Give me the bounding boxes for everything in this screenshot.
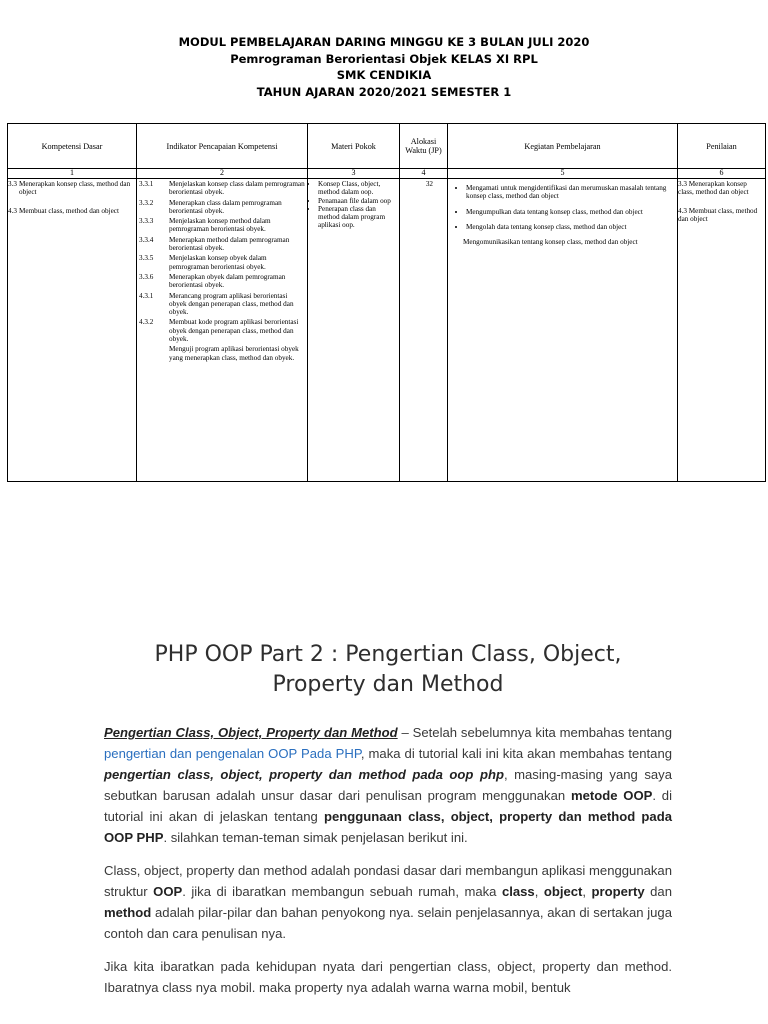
indikator-item: 4.3.1 Merancang program aplikasi berorientasi obyek dengan penerapan class, method dan obyek. — [139, 291, 294, 317]
kegiatan-extra: Mengomunikasikan tentang konsep class, method dan object — [463, 238, 638, 247]
indikator-item: 3.3.4 Menerapkan method dalam pemrograman berorientasi obyek. — [139, 235, 290, 253]
waktu-cell: 32 — [400, 179, 448, 482]
col-header-waktu: Alokasi Waktu (JP) — [400, 124, 448, 169]
indikator-item: 3.3.1 Menjelaskan konsep class dalam pemrograman berorientasi obyek. — [139, 180, 305, 197]
indikator-item: 4.3.2 Membuat kode program aplikasi berorientasi obyek dengan penerapan class, method dan obyek. — [139, 318, 299, 344]
kd-item: 4.3 Membuat class, method dan object — [8, 206, 119, 215]
module-table — [7, 123, 766, 482]
column-number-row — [8, 169, 766, 179]
list-item: • Mengamati untuk mengidentifikasi dan merumuskan masalah tentang konsep class, method dan object — [466, 184, 675, 201]
penilaian-cell — [678, 179, 766, 482]
col-header-indikator: Indikator Pencapaian Kompetensi — [137, 124, 308, 169]
kd-item: 3.3 Menerapkan konsep class, method dan object — [8, 180, 131, 197]
materi-cell — [308, 179, 400, 482]
list-item: • Penamaan file dalam oop — [318, 197, 397, 205]
penilaian-item: 3.3 Menerapkan konsep class, method dan object — [678, 180, 749, 197]
col-header-penilaian: Penilaian — [678, 124, 766, 169]
header-school: SMK CENDIKIA — [336, 68, 432, 82]
col-header-kd: Kompetensi Dasar — [8, 124, 137, 169]
indikator-item: 3.3.6 Menerapkan obyek dalam pemrograman berorientasi obyek. — [139, 272, 286, 290]
materi-list — [310, 180, 397, 230]
kd-cell — [8, 179, 137, 482]
header-year: TAHUN AJARAN 2020/2021 SEMESTER 1 — [256, 84, 512, 99]
table-header-row — [8, 124, 766, 169]
list-item: • Konsep Class, object, method dalam oop. — [318, 180, 397, 197]
col-header-kegiatan: Kegiatan Pembelajaran — [448, 124, 678, 169]
article-paragraph: Pengertian Class, Object, Property dan Method – Setelah sebelumnya kita membahas tentang pengertian dan pengenalan OOP Pada PHP, maka di tutorial kali ini kita akan membahas tentang pengertian class, object, property dan method pada oop php, masing-masing yang saya sebutkan barusan adalah unsur dasar dari penulisan program menggunakan metode OOP. di tutorial ini akan di jelaskan tentang penggunaan class, object, property dan method pada OOP PHP. silahkan teman-teman simak penjelasan berikut ini. — [104, 725, 673, 845]
oop-intro-link[interactable]: pengertian dan pengenalan OOP Pada PHP — [104, 746, 361, 761]
table-row — [8, 179, 766, 482]
col-header-materi: Materi Pokok — [308, 124, 400, 169]
kegiatan-list — [450, 184, 675, 231]
kegiatan-cell — [448, 179, 678, 482]
col-number: 6 — [678, 169, 766, 179]
col-number: 3 — [308, 169, 400, 179]
indikator-item: 3.3.5 Menjelaskan konsep obyek dalam pemrograman berorientasi obyek. — [139, 254, 267, 271]
header-title: MODUL PEMBELAJARAN DARING MINGGU KE 3 BULAN JULI 2020 — [178, 35, 590, 49]
article-paragraph: Class, object, property dan method adalah pondasi dasar dari membangun aplikasi menggunakan struktur OOP. jika di ibaratkan membangun sebuah rumah, maka class, object, property dan method adalah pilar-pilar dan bahan penyokong nya. selain penjelasannya, akan di sertakan juga contoh dan cara penulisan nya. — [104, 863, 672, 941]
penilaian-item: 4.3 Membuat class, method dan object — [678, 206, 758, 223]
article-paragraph: Jika kita ibaratkan pada kehidupan nyata dari pengertian class, object, property dan method. Ibaratnya class nya mobil. maka property nya adalah warna warna mobil, bentuk — [104, 959, 672, 995]
article-lead: Pengertian Class, Object, Property dan Method — [104, 725, 398, 740]
document-header — [0, 34, 768, 100]
col-number: 4 — [400, 169, 448, 179]
indikator-cell — [137, 179, 308, 482]
list-item: • Penerapan class dan method dalam program aplikasi oop. — [318, 205, 397, 230]
header-subject: Pemrograman Berorientasi Objek KELAS XI RPL — [230, 51, 538, 66]
indikator-item: 3.3.2 Menerapkan class dalam pemrograman berorientasi obyek. — [139, 198, 282, 215]
indikator-item: 3.3.3 Menjelaskan konsep method dalam pemrograman berorientasi obyek. — [139, 217, 271, 234]
list-item: • Mengolah data tentang konsep class, method dan object — [466, 223, 675, 231]
article — [104, 640, 672, 1010]
col-number: 1 — [8, 169, 137, 179]
article-title: PHP OOP Part 2 : Pengertian Class, Object, Property dan Method — [154, 642, 622, 697]
list-item: • Mengumpulkan data tentang konsep class, method dan object — [466, 208, 675, 216]
col-number: 2 — [137, 169, 308, 179]
indikator-item: Menguji program aplikasi berorientasi obyek yang menerapkan class, method dan obyek. — [169, 345, 299, 362]
col-number: 5 — [448, 169, 678, 179]
